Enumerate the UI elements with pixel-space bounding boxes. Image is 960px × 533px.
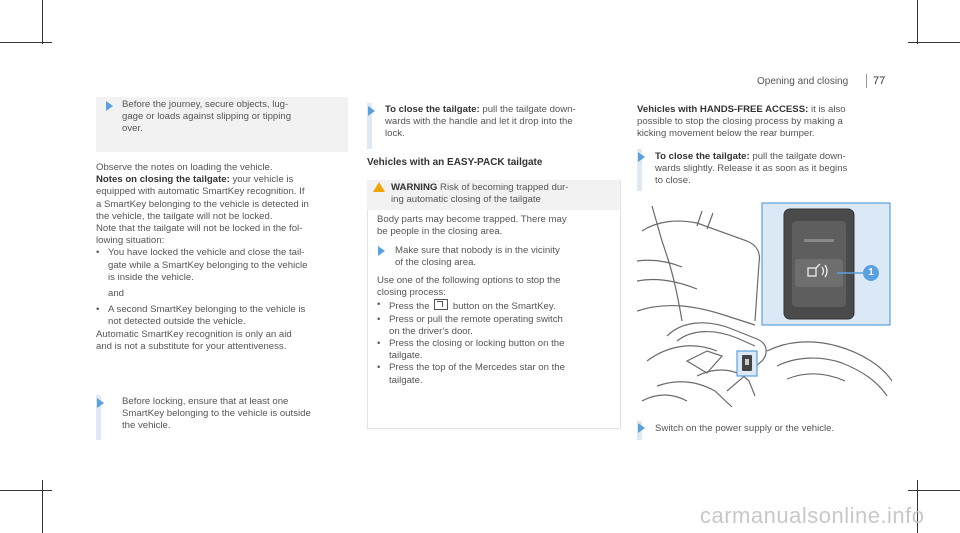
section-title: Opening and closing — [757, 76, 849, 87]
list-item: • Press the button on the SmartKey. — [377, 299, 615, 313]
list-item: • Press the top of the Mercedes star on the tailgate. — [377, 362, 615, 386]
step-arrow-icon — [638, 152, 645, 162]
step-arrow-icon — [97, 398, 104, 408]
col1-step: Before locking, ensure that at least one SmartKey belonging to the vehicle is outside the vehicle. — [122, 396, 311, 432]
col2-step: To close the tailgate: pull the tailgate down- wards with the handle and let it drop into the lock. — [385, 104, 576, 140]
header-divider — [866, 74, 867, 88]
crop-mark — [42, 480, 43, 533]
callout-number: 1 — [868, 267, 874, 278]
crop-mark — [908, 490, 960, 491]
col1-body: Observe the notes on loading the vehicle. Notes on closing the tailgate: your vehicle is equipped with automatic SmartKey recognition. If a SmartKey belonging to the vehicle is detected in the vehicle, the tailgate will not be locked. Note that the tailgate will not be locked in the fol- lowing situation: • You have locked the vehicle and close the tail- gate while a SmartKey belonging to the vehicle is inside the vehicle. and • A second SmartKey belonging to the vehicle is not detected outside the vehicle. Automatic SmartKey recognition is only an aid and is not a substitute for your attentiveness. — [96, 162, 354, 353]
col3-step2: Switch on the power supply or the vehicle. — [655, 423, 835, 434]
crop-mark — [0, 490, 52, 491]
col3-intro: Vehicles with HANDS-FREE ACCESS: it is also possible to stop the closing process by making a kicking movement below the rear bumper. — [637, 104, 846, 140]
warning-options: Use one of the following options to stop the closing process: • Press the button on the SmartKey. • Press or pull the remote operating switch on the driver's door. • Press the closing or locking button on the tailgate. • Press the top of the Mercedes star on the tailgate. — [377, 275, 615, 387]
page-number: 77 — [873, 75, 886, 87]
warning-step: Make sure that nobody is in the vicinity of the closing area. — [395, 245, 560, 269]
list-item: • A second SmartKey belonging to the vehicle is not detected outside the vehicle. — [96, 304, 354, 328]
list-item: • You have locked the vehicle and close the tail- gate while a SmartKey belonging to the vehicle is inside the vehicle. — [96, 247, 354, 284]
warning-icon — [373, 182, 385, 192]
list-item: • Press the closing or locking button on the tailgate. — [377, 338, 615, 362]
warning-body: Body parts may become trapped. There may be people in the closing area. — [377, 214, 567, 238]
crop-mark — [42, 0, 43, 44]
col3-step: To close the tailgate: pull the tailgate down- wards slightly. Release it as soon as it begins to close. — [655, 151, 848, 187]
tailgate-key-icon — [434, 299, 448, 310]
section-heading: Vehicles with an EASY-PACK tailgate — [367, 157, 543, 168]
step-arrow-icon — [638, 423, 645, 433]
step-arrow-icon — [106, 101, 113, 111]
step-arrow-icon — [378, 246, 385, 256]
caution-text: Before the journey, secure objects, lug- gage or loads against slipping or tipping over. — [122, 99, 292, 135]
list-item: • Press or pull the remote operating switch on the driver's door. — [377, 314, 615, 338]
crop-mark — [908, 42, 960, 43]
crop-mark — [0, 42, 52, 43]
tailgate-illustration — [637, 201, 892, 407]
crop-mark — [917, 0, 918, 44]
warning-text: WARNING Risk of becoming trapped dur- ing automatic closing of the tailgate — [391, 182, 569, 206]
watermark-text: carmanualsonline.info — [700, 503, 925, 528]
step-arrow-icon — [368, 106, 375, 116]
